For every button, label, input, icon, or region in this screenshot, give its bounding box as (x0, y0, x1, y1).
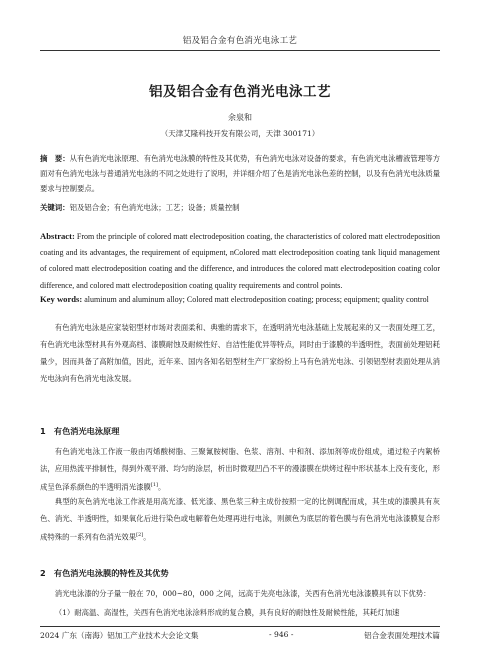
paper-title: 铝及铝合金有色消光电泳工艺 (149, 84, 331, 100)
s1p2-text: 典型的灰色消光电泳工作液是用高光漆、低光漆、黑色浆三种主成份按照一定的比例调配而成，其生成的漆膜具有灰色、消光、半透明性，如果氧化后进行染色或电解着色处理再进行电泳，则颜色为底层的着色膜与有色消光电泳漆膜复合形成特殊的一系列有色消光效果 (40, 497, 440, 542)
s1p1-text: 有色消光电泳工作液一般由丙烯酸树脂、三聚氰胺树脂、色浆、溶剂、中和剂、添加剂等成份组成，通过粒子内絮桥法，应用热流平排制性，得到外观平滑、均匀的涂层，析出时微观凹凸不平的漫漆膜在烘烤过程中形状基本上没有变化，形成呈色泽系颜色的半透明消光漆膜 (40, 447, 440, 492)
intro-text-a: 有色消光电泳是应家装铝型材市场对表面柔和、典雅的需求下，在透明消光电泳基础上发展起来的又一表面处理工艺，有色消光电泳型材具有外观高档、漆膜耐蚀及耐候性好、自洁性能优异等特点，同时由于漆膜的半透明性，表面前处理铝耗量少，因而具备了高附加值，因此， (40, 323, 440, 366)
abstract-english (40, 228, 440, 294)
abstract-cn-label: 摘 要： (40, 154, 70, 163)
keywords-english (40, 291, 440, 308)
footer-right: 铝合金表面处理技术篇 (364, 631, 440, 640)
keywords-en-text: aluminum and aluminum alloy; Colored matt electrodeposition coating; process; equipment; quality control (84, 295, 429, 304)
footer-left: 2024 广东（南海）铝加工产业技术大会论文集 (40, 631, 199, 640)
page-footer (40, 630, 440, 641)
intro-paragraph (40, 319, 440, 387)
intro-text-b: 近年来、国内各知名铝型材生产厂家纷纷上马有色消光电泳、 (158, 357, 359, 366)
keywords-en-label: Key words: (40, 294, 83, 304)
abstract-en-text: From the principle of colored matt electrodeposition coating, the characteristics of colored matt electrodeposition coating and its advantages, the requirement of equipment, nColored matt electrodeposition coating tank liquid management of colored matt electrodeposition coating and the difference, and introduces the colored matt electrodeposition coating color difference, and colored matt electrodeposition coating quality requirements and control points. (40, 232, 440, 290)
footer-rule (40, 626, 440, 627)
keywords-cn-label: 关键词： (40, 203, 70, 212)
intro-text-c: 引领铝型材表面处理从消光电泳向有色消光电泳发展。 (40, 357, 440, 383)
section-1-paragraph-2 (40, 493, 440, 545)
s1p1-end: 。 (157, 482, 166, 492)
abstract-chinese (40, 151, 440, 196)
author-name: 余泉和 (228, 113, 252, 122)
page-number: - 946 - (269, 630, 294, 639)
s1p2-end: 。 (143, 532, 151, 542)
author-affiliation: （天津艾隆科技开发有限公司，天津 300171） (160, 129, 320, 138)
section-2-paragraph-1: 消光电泳漆的分子量一般在 70，000~80，000 之间，远高于先亮电泳漆，关西有色消光电泳漆膜具有以下优势： (54, 589, 431, 598)
abstract-en-label: Abstract: (40, 231, 75, 241)
keywords-chinese (40, 200, 440, 215)
section-1-paragraph-1 (40, 443, 440, 495)
section-1-heading: 1 有色消光电泳原理 (40, 426, 120, 436)
section-2-heading: 2 有色消光电泳膜的特性及其优势 (40, 568, 169, 578)
running-head: 铝及铝合金有色消光电泳工艺 (182, 36, 298, 46)
keywords-cn-text: 铝及铝合金；有色消光电泳；工艺；设备；质量控制 (69, 203, 240, 212)
citation-2: [2] (136, 532, 144, 538)
header-rule (40, 50, 440, 51)
section-2-paragraph-2: （1）耐高温、高湿性，关西有色消光电泳涂料形成的复合膜，具有良好的耐蚀性及耐候性能，其耗灯加速 (54, 608, 400, 617)
abstract-cn-text: 从有色消光电泳原理、有色消光电泳膜的特性及其优势，有色消光电泳对设备的要求，有色消光电泳槽液管理等方面对有色消光电泳与普通消光电泳的不同之处进行了说明，并详细介绍了色是消光电泳色差的控制，以及有色消光电泳质量要求与控制要点。 (40, 154, 440, 193)
citation-1: [1] (150, 482, 158, 488)
